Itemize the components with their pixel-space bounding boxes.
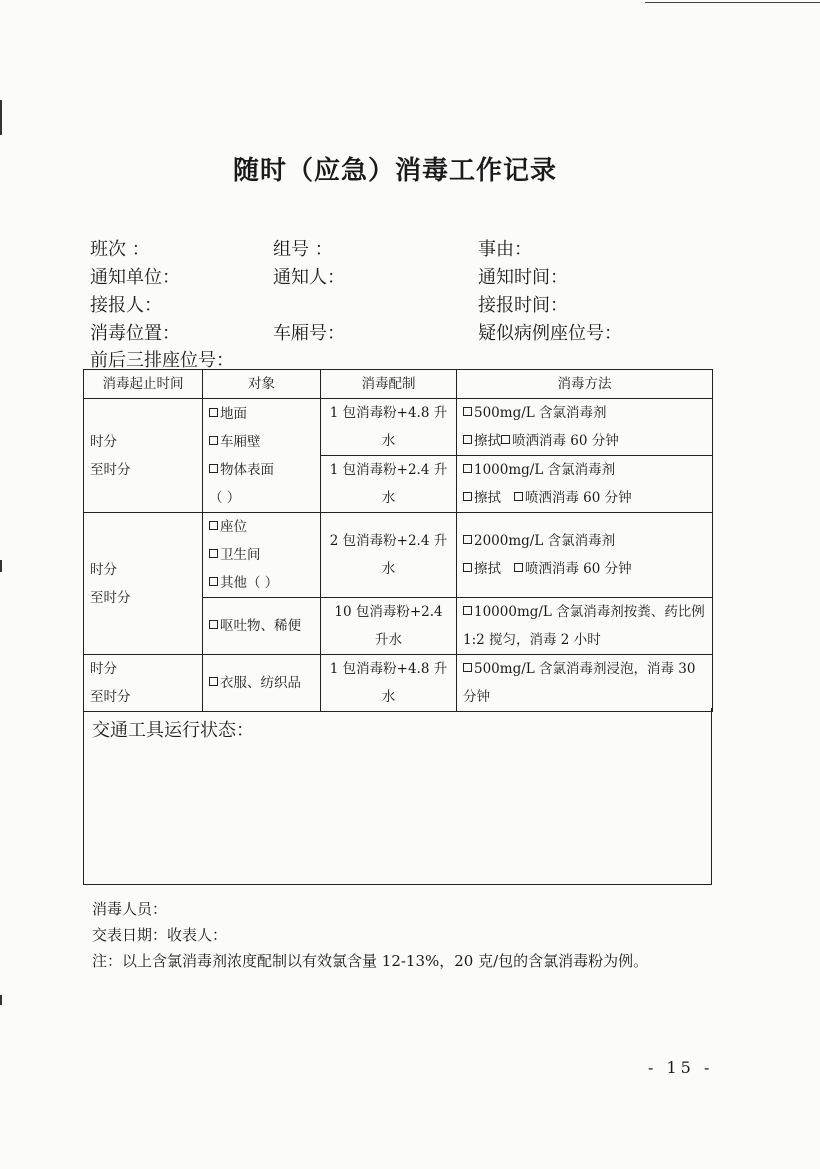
field-chexiang-hao: 车厢号： [273,323,345,344]
checkbox-item: 车厢壁 [209,428,314,456]
vehicle-status-box [83,708,712,885]
field-shiyou: 事由： [478,239,532,260]
table-row [84,513,713,598]
scan-edge-line [645,2,820,3]
checkbox-icon [209,549,218,558]
disinfection-table [83,369,713,712]
field-tongzhi-danwei: 通知单位： [90,267,180,288]
method-cell: 2000mg/L 含氯消毒剂 擦拭 喷洒消毒 60 分钟 [457,513,713,598]
time-cell: 时分 至时分 [84,655,203,712]
checkbox-icon [463,535,472,544]
prep-cell: 10 包消毒粉+2.4 升水 [321,598,457,655]
checkbox-icon [463,663,472,672]
checkbox-icon [501,435,510,444]
checkbox-icon [209,464,218,473]
page-number: - 15 - [648,1058,714,1077]
object-cell: 呕吐物、稀便 [203,598,321,655]
header-object: 对象 [203,370,321,399]
object-cell: 衣服、纺织品 [203,655,321,712]
checkbox-icon [463,407,472,416]
vehicle-status-label: 交通工具运行状态： [92,720,254,741]
field-banci: 班次 ： [90,239,150,260]
object-cell: 地面 车厢壁 物体表面 （ ） [203,399,321,513]
table-row [84,655,713,712]
field-tongzhi-ren: 通知人： [273,267,345,288]
checkbox-icon [463,464,472,473]
method-cell: 500mg/L 含氯消毒剂浸泡，消毒 30 分钟 [457,655,713,712]
page-title: 随时（应急）消毒工作记录 [232,156,557,186]
checkbox-item: 其他（ ） [209,569,314,597]
field-jiebao-ren: 接报人： [90,295,162,316]
header-prep: 消毒配制 [321,370,457,399]
scan-margin-mark [0,100,2,135]
checkbox-icon [514,492,523,501]
method-cell: 1000mg/L 含氯消毒剂 擦拭 喷洒消毒 60 分钟 [457,456,713,513]
checkbox-icon [209,521,218,530]
checkbox-icon [209,620,218,629]
checkbox-icon [463,606,472,615]
field-xiaodu-weizhi: 消毒位置： [90,323,180,344]
checkbox-item: 座位 [209,513,314,541]
prep-cell: 1 包消毒粉+4.8 升水 [321,655,457,712]
table-row [84,399,713,456]
footer-staff: 消毒人员： [92,900,168,918]
checkbox-icon [209,677,218,686]
scan-margin-mark [0,995,2,1005]
footer-dates: 交表日期：收表人： [92,926,228,944]
field-zuhao: 组号 ： [273,239,333,260]
header-method: 消毒方法 [457,370,713,399]
prep-cell: 1 包消毒粉+4.8 升水 [321,399,457,456]
table-header-row [84,370,713,399]
field-qianhou-zuowei: 前后三排座位号： [90,350,234,371]
checkbox-icon [209,408,218,417]
field-tongzhi-shijian: 通知时间： [478,267,568,288]
footer-note: 注：以上含氯消毒剂浓度配制以有效氯含量 12-13%，20 克/包的含氯消毒粉为例。 [92,952,649,970]
header-time: 消毒起止时间 [84,370,203,399]
checkbox-icon [209,436,218,445]
checkbox-item: 卫生间 [209,541,314,569]
field-yisi-zuowei: 疑似病例座位号： [478,323,622,344]
field-jiebao-shijian: 接报时间： [478,295,568,316]
checkbox-item: 地面 [209,400,314,428]
scan-margin-mark [0,560,2,572]
method-cell: 10000mg/L 含氯消毒剂按粪、药比例 1:2 搅匀，消毒 2 小时 [457,598,713,655]
time-cell: 时分 至时分 [84,399,203,513]
checkbox-item: 物体表面 [209,456,314,484]
prep-cell: 2 包消毒粉+2.4 升水 [321,513,457,598]
time-cell: 时分 至时分 [84,513,203,655]
checkbox-icon [463,492,472,501]
prep-cell: 1 包消毒粉+2.4 升水 [321,456,457,513]
method-cell: 500mg/L 含氯消毒剂 擦拭 喷洒消毒 60 分钟 [457,399,713,456]
checkbox-icon [209,577,218,586]
checkbox-icon [463,435,472,444]
checkbox-icon [463,563,472,572]
checkbox-icon [514,563,523,572]
object-cell [203,513,321,598]
